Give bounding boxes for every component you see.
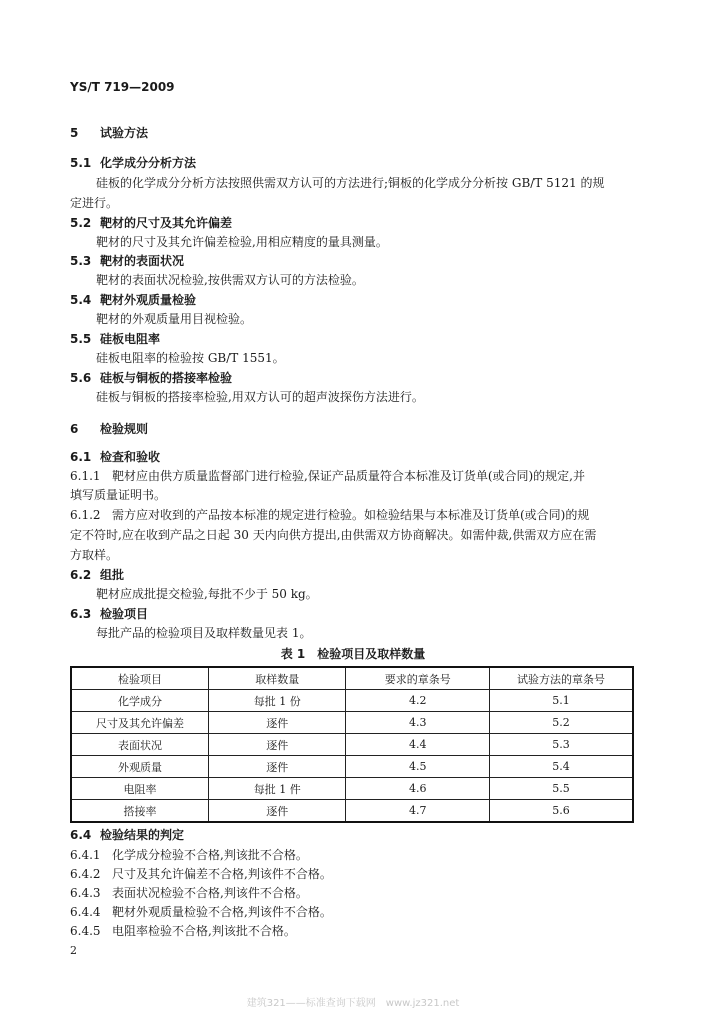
heading-5-4 xyxy=(70,291,196,309)
clause-title: 靶材的表面状况 xyxy=(100,254,185,268)
clause-number: 6.1.1 xyxy=(70,469,101,483)
section-title: 试验方法 xyxy=(100,126,149,140)
paragraph-5-2: 靶材的尺寸及其允许偏差检验,用相应精度的量具测量。 xyxy=(96,235,388,249)
clause-title: 硅板电阻率 xyxy=(100,332,161,346)
table-cell: 4.4 xyxy=(346,734,490,756)
clause-title: 靶材的尺寸及其允许偏差 xyxy=(100,216,233,230)
table-cell: 电阻率 xyxy=(71,778,209,800)
table-cell: 搭接率 xyxy=(71,800,209,823)
paragraph-6-1-1-line-1 xyxy=(70,467,585,485)
paragraph-6-3: 每批产品的检验项目及取样数量见表 1。 xyxy=(96,626,312,640)
inspection-items-table xyxy=(70,666,634,823)
table-header-row xyxy=(71,667,633,690)
clause-title: 硅板与铜板的搭接率检验 xyxy=(100,371,233,385)
clause-number: 6.4.3 xyxy=(70,886,101,900)
clause-title: 检验结果的判定 xyxy=(100,828,185,842)
column-header: 要求的章条号 xyxy=(346,667,490,690)
clause-text: 化学成分检验不合格,判该批不合格。 xyxy=(112,848,308,862)
table-title: 表 1 检验项目及取样数量 xyxy=(280,647,426,661)
clause-title: 靶材外观质量检验 xyxy=(100,293,197,307)
section-number: 5 xyxy=(70,126,79,140)
paragraph-5-1-line-2: 定进行。 xyxy=(70,196,119,210)
table-cell: 5.3 xyxy=(489,734,633,756)
paragraph-5-1-line-1: 硅板的化学成分分析方法按照供需双方认可的方法进行;铜板的化学成分分析按 GB/T 5121 的规 xyxy=(96,176,605,190)
paragraph-6-2: 靶材应成批提交检验,每批不少于 50 kg。 xyxy=(96,587,318,601)
clause-title: 检验项目 xyxy=(100,607,149,621)
clause-number: 6.4 xyxy=(70,828,92,842)
column-header: 试验方法的章条号 xyxy=(489,667,633,690)
table-cell: 外观质量 xyxy=(71,756,209,778)
table-cell: 5.4 xyxy=(489,756,633,778)
clause-number: 6.4.1 xyxy=(70,848,101,862)
clause-number: 5.3 xyxy=(70,254,92,268)
clause-title: 组批 xyxy=(100,568,125,582)
paragraph-6-1-2-line-1 xyxy=(70,506,589,524)
heading-5-6 xyxy=(70,369,232,387)
clause-number: 5.4 xyxy=(70,293,92,307)
table-cell: 4.5 xyxy=(346,756,490,778)
clause-number: 5.2 xyxy=(70,216,92,230)
table-cell: 每批 1 份 xyxy=(209,690,346,712)
clause-title: 化学成分分析方法 xyxy=(100,156,197,170)
heading-6-3 xyxy=(70,605,148,623)
heading-5-5 xyxy=(70,330,160,348)
clause-number: 5.6 xyxy=(70,371,92,385)
clause-number: 5.5 xyxy=(70,332,92,346)
clause-text: 电阻率检验不合格,判该批不合格。 xyxy=(112,924,296,938)
table-cell: 逐件 xyxy=(209,734,346,756)
section-5-heading xyxy=(70,124,148,142)
heading-5-3 xyxy=(70,252,184,270)
table-cell: 每批 1 件 xyxy=(209,778,346,800)
clause-number: 6.4.4 xyxy=(70,905,101,919)
page-number: 2 xyxy=(70,944,77,957)
table-row xyxy=(71,756,633,778)
clause-number: 5.1 xyxy=(70,156,92,170)
clause-number: 6.4.5 xyxy=(70,924,101,938)
paragraph-5-3: 靶材的表面状况检验,按供需双方认可的方法检验。 xyxy=(96,273,364,287)
clause-number: 6.3 xyxy=(70,607,92,621)
table-row xyxy=(71,800,633,823)
table-row xyxy=(71,712,633,734)
clause-number: 6.1 xyxy=(70,450,92,464)
paragraph-6-4-5 xyxy=(70,922,296,940)
clause-text: 靶材应由供方质量监督部门进行检验,保证产品质量符合本标准及订货单(或合同)的规定,并 xyxy=(112,469,585,483)
table-cell: 5.1 xyxy=(489,690,633,712)
clause-number: 6.4.2 xyxy=(70,867,101,881)
paragraph-6-4-1 xyxy=(70,846,308,864)
heading-5-1 xyxy=(70,154,196,172)
paragraph-6-4-3 xyxy=(70,884,308,902)
table-cell: 4.6 xyxy=(346,778,490,800)
section-number: 6 xyxy=(70,422,79,436)
table-cell: 5.6 xyxy=(489,800,633,823)
paragraph-6-1-2-line-3: 方取样。 xyxy=(70,548,119,562)
table-cell: 5.5 xyxy=(489,778,633,800)
table-cell: 逐件 xyxy=(209,800,346,823)
clause-number: 6.2 xyxy=(70,568,92,582)
clause-number: 6.1.2 xyxy=(70,508,101,522)
table-cell: 4.3 xyxy=(346,712,490,734)
paragraph-5-5: 硅板电阻率的检验按 GB/T 1551。 xyxy=(96,351,285,365)
clause-text: 尺寸及其允许偏差不合格,判该件不合格。 xyxy=(112,867,332,881)
table-row xyxy=(71,690,633,712)
table-cell: 逐件 xyxy=(209,712,346,734)
clause-title: 检查和验收 xyxy=(100,450,161,464)
section-6-heading xyxy=(70,420,148,438)
table-cell: 尺寸及其允许偏差 xyxy=(71,712,209,734)
heading-5-2 xyxy=(70,214,232,232)
clause-text: 表面状况检验不合格,判该件不合格。 xyxy=(112,886,308,900)
paragraph-6-1-2-line-2: 定不符时,应在收到产品之日起 30 天内向供方提出,由供需双方协商解决。如需仲裁,供需双方应在需 xyxy=(70,528,597,542)
paragraph-6-4-4 xyxy=(70,903,332,921)
table-row xyxy=(71,734,633,756)
paragraph-6-4-2 xyxy=(70,865,332,883)
heading-6-4 xyxy=(70,826,184,844)
heading-6-1 xyxy=(70,448,160,466)
table-cell: 逐件 xyxy=(209,756,346,778)
section-title: 检验规则 xyxy=(100,422,149,436)
paragraph-5-6: 硅板与铜板的搭接率检验,用双方认可的超声波探伤方法进行。 xyxy=(96,390,424,404)
heading-6-2 xyxy=(70,566,124,584)
table-cell: 表面状况 xyxy=(71,734,209,756)
table-row xyxy=(71,778,633,800)
table-cell: 4.2 xyxy=(346,690,490,712)
table-cell: 5.2 xyxy=(489,712,633,734)
table-cell: 4.7 xyxy=(346,800,490,823)
paragraph-6-1-1-line-2: 填写质量证明书。 xyxy=(70,488,167,502)
footer-watermark: 建筑321——标准查询下载网 www.jz321.net xyxy=(246,998,460,1009)
paragraph-5-4: 靶材的外观质量用目视检验。 xyxy=(96,312,253,326)
column-header: 取样数量 xyxy=(209,667,346,690)
clause-text: 靶材外观质量检验不合格,判该件不合格。 xyxy=(112,905,332,919)
standard-code: YS/T 719—2009 xyxy=(70,80,175,94)
column-header: 检验项目 xyxy=(71,667,209,690)
clause-text: 需方应对收到的产品按本标准的规定进行检验。如检验结果与本标准及订货单(或合同)的规 xyxy=(112,508,590,522)
table-cell: 化学成分 xyxy=(71,690,209,712)
